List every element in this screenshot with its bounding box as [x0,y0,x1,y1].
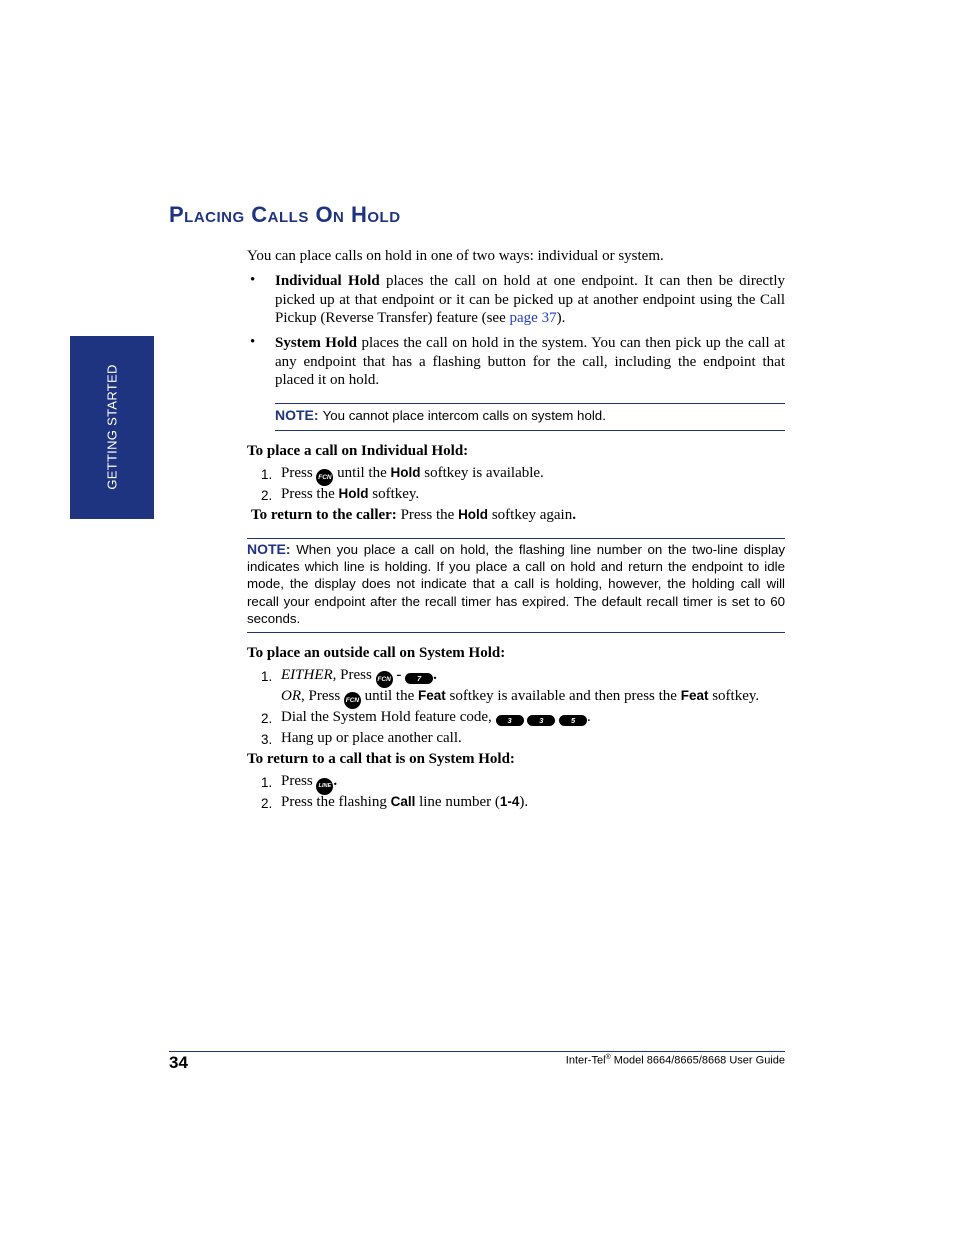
page-number: 34 [169,1053,188,1072]
step-text: Press [281,773,313,789]
step-text-end: . [572,507,576,523]
step-number: 3. [261,732,273,747]
digit-key-icon: 3 [496,715,524,726]
softkey-name: Call [390,794,416,809]
step-text: softkey again [491,507,573,523]
bullet-individual-hold [275,272,785,328]
page-title: Placing Calls On Hold [169,202,401,227]
step-number: 1. [261,775,273,790]
step-system-3: Hang up or place another call. [281,730,462,746]
fcn-key-icon: FCN [316,469,333,486]
note-rule-bottom [275,430,785,431]
step-text: softkey. [372,486,420,502]
step-text: Press the [281,486,335,502]
term-individual-hold: Individual Hold [275,273,380,289]
softkey-name: Hold [458,507,489,522]
digit-key-icon: 5 [559,715,587,726]
note2-rule-top [247,538,785,539]
step-individual-1 [281,465,544,486]
bullet-text-end: ). [556,310,566,326]
page-link[interactable]: page 37 [509,310,557,326]
step-text: Press the [400,507,455,523]
bullet-text: places the call on hold in the system. You can then pick up the call at any endpoint that has a flashing button for the call, including the endpoint that placed it on hold. [275,335,785,388]
step-text: until the [364,688,415,704]
intro-paragraph: You can place calls on hold in one of two ways: individual or system. [247,248,664,264]
side-tab-label: GETTING STARTED [104,364,120,490]
softkey-name: Feat [680,688,709,703]
step-number: 1. [261,467,273,482]
step-return-1 [281,773,337,795]
step-text: Dial the System Hold feature code, [281,709,492,725]
note-text: You cannot place intercom calls on system hold. [322,408,606,423]
bullet-dot: • [250,334,256,350]
fcn-key-icon: FCN [344,692,361,709]
note-label: NOTE: [275,407,319,423]
step-text-end: . [333,773,338,789]
footer-guide-name: Model 8664/8665/8668 User Guide [610,1054,785,1067]
step-text-end: . [587,709,591,725]
term-system-hold: System Hold [275,335,357,351]
or-word: OR [281,688,301,704]
footer-brand: Inter-Tel [565,1054,606,1067]
note-recall-timer [247,541,785,627]
return-to-caller [251,507,576,524]
dash: - [396,667,402,683]
step-number: 2. [261,711,273,726]
step-text: , Press [301,688,341,704]
heading-system-hold: To place an outside call on System Hold: [247,645,506,661]
digit-key-icon: 3 [527,715,555,726]
step-number: 1. [261,669,273,684]
step-text: , Press [332,667,372,683]
step-text: Press the flashing [281,794,387,810]
footer-title [566,1054,785,1067]
registered-mark: ® [605,1054,611,1061]
return-label: To return to the caller: [251,507,397,523]
note-intercom [275,407,606,425]
footer-rule [169,1051,785,1052]
heading-return-system-hold: To return to a call that is on System Hold: [247,751,515,767]
note-text: When you place a call on hold, the flashing line number on the two-line display indicates which line is holding. If you place a call on hold and return the endpoint to idle mode, the display does not indicate that a call is holding, however, the holding call will recall your endpoint after the recall timer has expired. The default recall timer is set to 60 seconds. [247,542,785,626]
note-label: NOTE: [247,541,291,557]
step-text-end: . [433,667,437,683]
step-return-2 [281,794,528,811]
heading-individual-hold: To place a call on Individual Hold: [247,443,469,459]
step-text: until the [337,465,387,481]
step-text: Press [281,465,313,481]
step-text: softkey is available. [424,465,544,481]
step-system-1 [281,667,437,688]
note-rule-top [275,403,785,404]
bullet-text: places the call on hold at one endpoint. It can then be directly picked up at that endpoint or it can be picked up at another endpoint using the Call Pickup (Reverse Transfer) feature (see [275,273,785,326]
step-text: softkey. [712,688,760,704]
line-range: 1-4 [499,794,520,809]
digit-key-icon: 7 [405,673,433,684]
note2-rule-bottom [247,632,785,633]
step-text-end: ). [519,794,529,810]
bullet-system-hold [275,334,785,390]
step-text: softkey is available and then press the [449,688,677,704]
softkey-name: Feat [418,688,446,703]
step-number: 2. [261,796,273,811]
softkey-name: Hold [390,465,421,480]
step-individual-2 [281,486,419,503]
step-system-2 [281,709,591,726]
fcn-key-icon: FCN [376,671,393,688]
bullet-dot: • [250,272,256,288]
step-system-1-or [281,688,759,709]
either-word: EITHER [281,667,333,683]
softkey-name: Hold [338,486,369,501]
step-text: line number ( [419,794,500,810]
step-number: 2. [261,488,273,503]
line-key-icon: LINE [316,778,333,795]
